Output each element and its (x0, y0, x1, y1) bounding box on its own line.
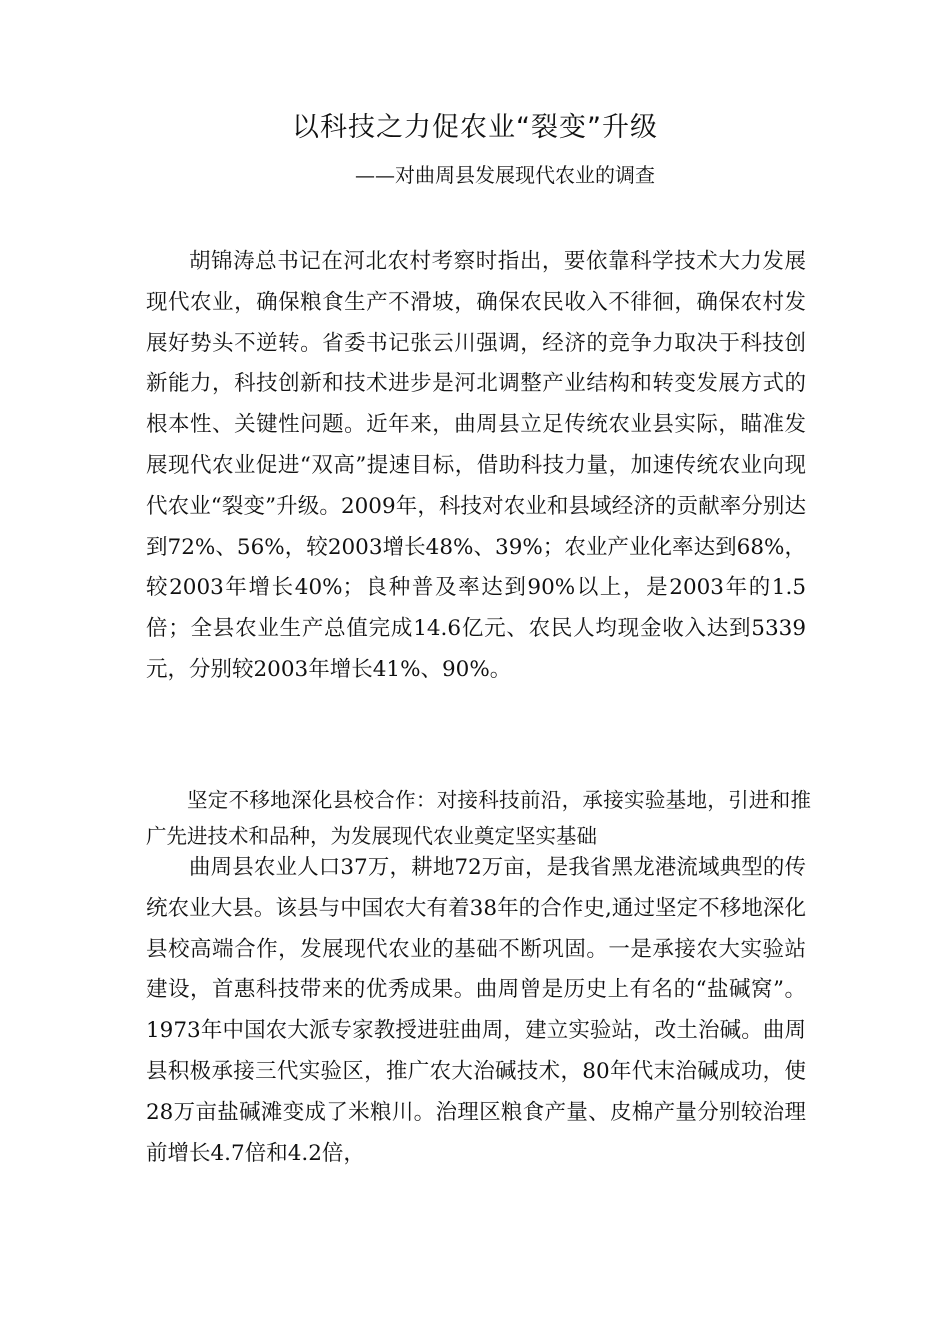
body-paragraph: 曲周县农业人口37万，耕地72万亩，是我省黑龙港流域典型的传统农业大县。该县与中国农大有着38年的合作史,通过坚定不移地深化县校高端合作，发展现代农业的基础不断巩固。一是承接农大实验站建设，首惠科技带来的优秀成果。曲周曾是历史上有名的“盐碱窝”。1973年中国农大派专家教授进驻曲周，建立实验站，改土治碱。曲周县积极承接三代实验区，推广农大治碱技术，80年代末治碱成功，使28万亩盐碱滩变成了米粮川。治理区粮食产量、皮棉产量分别较治理前增长4.7倍和4.2倍， (146, 855, 806, 1166)
document-title: 以科技之力促农业“裂变”升级 (292, 112, 658, 143)
intro-paragraph: 胡锦涛总书记在河北农村考察时指出，要依靠科学技术大力发展现代农业，确保粮食生产不滑坡，确保农民收入不徘徊，确保农村发展好势头不逆转。省委书记张云川强调，经济的竞争力取决于科技创新能力，科技创新和技术进步是河北调整产业结构和转变发展方式的根本性、关键性问题。近年来，曲周县立足传统农业县实际，瞄准发展现代农业促进“双高”提速目标，借助科技力量，加速传统农业向现代农业“裂变”升级。2009年，科技对农业和县域经济的贡献率分别达到72%、56%，较2003增长48%、39%；农业产业化率达到68%，较2003年增长40%；良种普及率达到90%以上，是2003年的1.5倍；全县农业生产总值完成14.6亿元、农民人均现金收入达到5339元，分别较2003年增长41%、90%。 (146, 249, 806, 682)
document-subtitle: ——对曲周县发展现代农业的调查 (355, 163, 655, 187)
section-heading: 坚定不移地深化县校合作：对接科技前沿，承接实验基地，引进和推广先进技术和品种，为发展现代农业奠定坚实基础 (146, 788, 811, 848)
